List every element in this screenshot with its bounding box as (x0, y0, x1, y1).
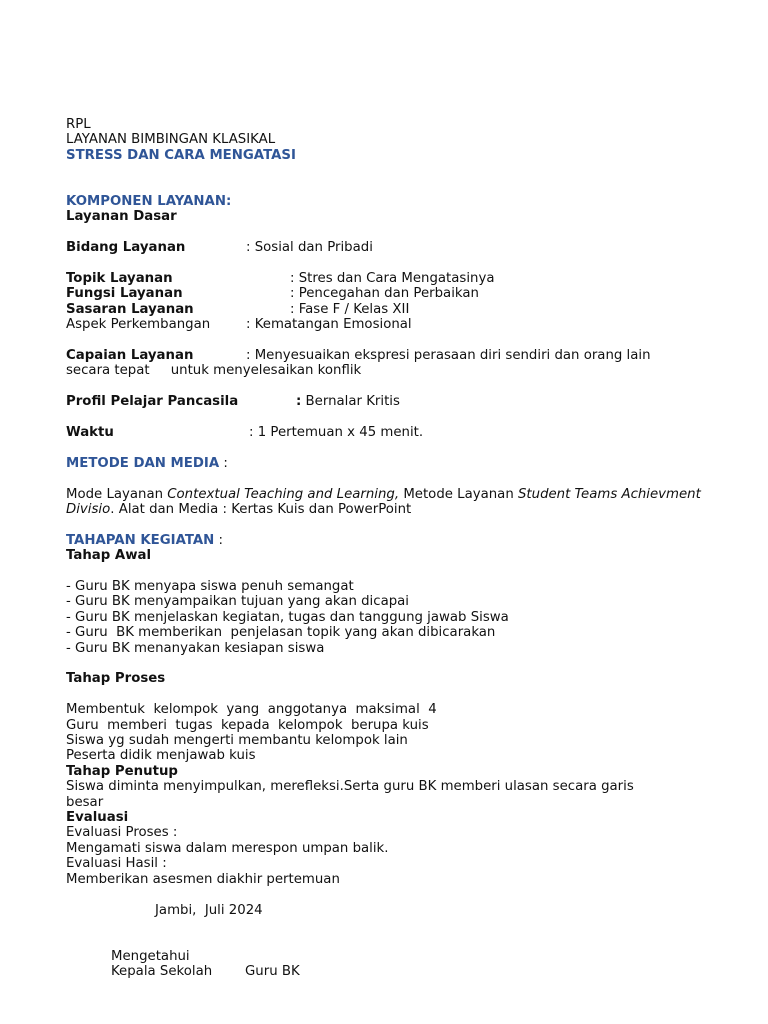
tahapan-heading: TAHAPAN KEGIATAN (66, 532, 215, 548)
tahapan-heading-row (66, 533, 706, 548)
aspek-value: : Kematangan Emosional (246, 317, 412, 333)
list-item: - Guru BK memberikan penjelasan topik yang akan dibicarakan (66, 625, 496, 641)
komponen-value: Layanan Dasar (66, 209, 177, 225)
metode-paragraph (66, 487, 706, 518)
list-item: - Guru BK menyampaikan tujuan yang akan dicapai (66, 594, 409, 610)
profil-colon: : (296, 394, 302, 410)
signature-row (66, 964, 706, 979)
metode-text-a: Mode Layanan (66, 486, 168, 502)
aspek-label: Aspek Perkembangan (66, 317, 211, 333)
bidang-value: : Sosial dan Pribadi (246, 240, 373, 256)
evaluasi-hasil-label: Evaluasi Hasil : (66, 856, 167, 872)
sasaran-value: : Fase F / Kelas XII (290, 301, 410, 317)
waktu-value: : 1 Pertemuan x 45 menit. (249, 425, 424, 441)
metode-text-stad: Student Teams Achievment Divisio (66, 486, 701, 518)
tahap-penutup-title: Tahap Penutup (66, 763, 178, 779)
tahap-penutup-text: Siswa diminta menyimpulkan, merefleksi.Serta guru BK memberi ulasan secara garis besar (66, 779, 634, 810)
capaian-value-cont: secara tepat untuk menyelesaikan konflik (66, 363, 362, 379)
waktu-label: Waktu (66, 425, 114, 441)
sasaran-row (66, 302, 706, 317)
bidang-label: Bidang Layanan (66, 240, 186, 256)
waktu-row (66, 425, 706, 440)
document-page (66, 117, 706, 980)
capaian-row (66, 348, 706, 363)
capaian-label: Capaian Layanan (66, 348, 194, 364)
tahap-awal-title: Tahap Awal (66, 548, 152, 564)
guru-bk: Guru BK (245, 964, 300, 980)
place-date: Jambi, Juli 2024 (155, 902, 263, 918)
komponen-heading: KOMPONEN LAYANAN: (66, 194, 232, 209)
profil-row (66, 394, 706, 409)
header-rpl: RPL (66, 117, 91, 132)
list-item: Membentuk kelompok yang anggotanya maksimal 4 (66, 702, 437, 718)
list-item: Guru memberi tugas kepada kelompok berupa kuis (66, 717, 429, 733)
metode-text-ctl: Contextual Teaching and Learning, (167, 486, 400, 502)
evaluasi-proses-label: Evaluasi Proses : (66, 825, 178, 841)
profil-value: Bernalar Kritis (301, 394, 400, 410)
metode-text-e: . Alat dan Media : Kertas Kuis dan PowerPoint (110, 502, 412, 518)
fungsi-row (66, 286, 706, 301)
kepala-sekolah: Kepala Sekolah (111, 964, 213, 980)
mengetahui: Mengetahui (111, 948, 190, 964)
evaluasi-proses-text: Mengamati siswa dalam merespon umpan balik. (66, 840, 389, 856)
header-layanan: LAYANAN BIMBINGAN KLASIKAL (66, 132, 276, 148)
evaluasi-title: Evaluasi (66, 810, 129, 826)
list-item: Siswa yg sudah mengerti membantu kelompok lain (66, 733, 408, 749)
topik-row (66, 271, 706, 286)
topik-label: Topik Layanan (66, 271, 173, 286)
metode-heading-row (66, 456, 706, 471)
list-item: - Guru BK menjelaskan kegiatan, tugas dan tanggung jawab Siswa (66, 609, 509, 625)
list-item: - Guru BK menyapa siswa penuh semangat (66, 579, 354, 595)
capaian-value: : Menyesuaikan ekspresi perasaan diri sendiri dan orang lain (246, 348, 651, 364)
evaluasi-hasil-text: Memberikan asesmen diakhir pertemuan (66, 871, 340, 887)
metode-heading: METODE DAN MEDIA (66, 455, 220, 471)
sasaran-label: Sasaran Layanan (66, 301, 194, 317)
tahapan-heading-suffix: : (214, 532, 224, 548)
aspek-row (66, 317, 706, 332)
tahap-proses-title: Tahap Proses (66, 671, 166, 687)
document-title: STRESS DAN CARA MENGATASI (66, 147, 296, 163)
list-item: - Guru BK menanyakan kesiapan siswa (66, 640, 325, 656)
fungsi-label: Fungsi Layanan (66, 286, 183, 302)
profil-label: Profil Pelajar Pancasila (66, 394, 239, 410)
metode-heading-suffix: : (219, 455, 228, 471)
bidang-row (66, 240, 706, 255)
metode-text-c: Metode Layanan (399, 486, 518, 502)
fungsi-value: : Pencegahan dan Perbaikan (290, 286, 479, 302)
list-item: Peserta didik menjawab kuis (66, 748, 256, 764)
topik-value: : Stres dan Cara Mengatasinya (290, 271, 495, 286)
